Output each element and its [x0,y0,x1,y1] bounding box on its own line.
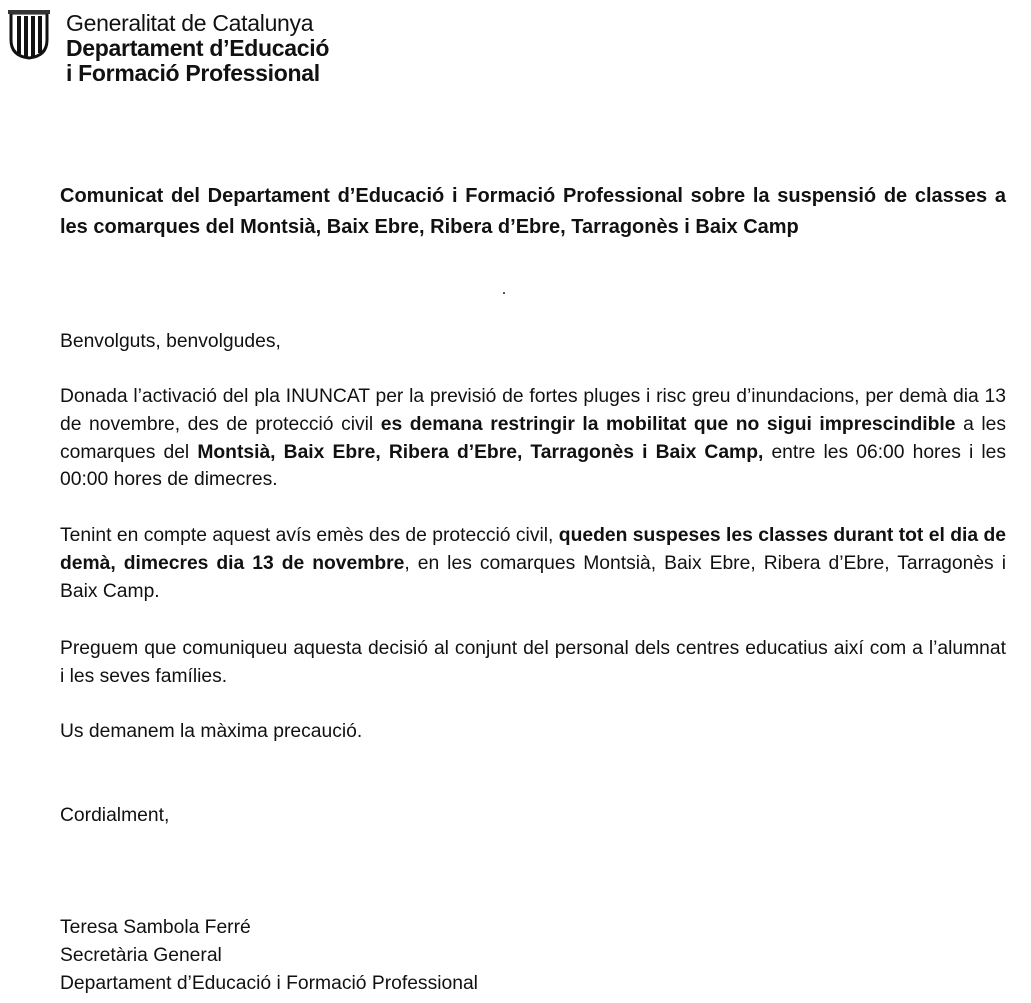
signature-department: Departament d’Educació i Formació Professional [60,972,478,994]
separator-dot [503,292,505,294]
logo-line-1: Generalitat de Catalunya [66,10,314,36]
text-segment: Donada l’activació del pla INUNCAT per la previsió de fortes pluges i risc greu d’inundacions, per demà dia 13 de novembre, des de protecció civil [60,386,1006,435]
text-segment: Tenint en compte aquest avís emès des de protecció civil, [60,525,559,546]
closing: Cordialment, [60,805,170,826]
logo-line-3: i Formació Professional [66,60,320,86]
document-title: Comunicat del Departament d’Educació i Formació Professional sobre la suspensió de classes a les comarques del Montsià, Baix Ebre, Ribera d’Ebre, Tarragonès i Baix Camp [60,185,1006,238]
logo-line-2: Departament d’Educació [66,35,330,61]
greeting: Benvolguts, benvolgudes, [60,331,281,352]
generalitat-shield-icon [8,10,50,60]
generalitat-logo [8,10,329,86]
paragraph-3: Preguem que comuniqueu aquesta decisió al conjunt del personal dels centres educatius així com a l’alumnat i les seves famílies. [60,638,1006,687]
paragraph-2 [60,522,1006,605]
signature-role: Secretària General [60,944,222,966]
bold-text-segment: es demana restringir la mobilitat que no sigui imprescindible [380,413,956,435]
bold-text-segment: Montsià, Baix Ebre, Ribera d’Ebre, Tarragonès i Baix Camp, [197,441,764,463]
bold-text-segment: queden suspeses les classes durant tot el dia de demà, dimecres dia 13 de novembre [60,525,1006,574]
text-segment: , en les comarques Montsià, Baix Ebre, Ribera d’Ebre, Tarragonès i Baix Camp. [60,552,1006,602]
signature-name: Teresa Sambola Ferré [60,917,251,938]
paragraph-1 [60,383,1006,494]
text-segment: a les comarques del [60,413,1006,463]
text-segment: entre les 06:00 hores i les 00:00 hores de dimecres. [60,441,1006,491]
paragraph-4: Us demanem la màxima precaució. [60,721,363,742]
signature [60,914,1006,997]
